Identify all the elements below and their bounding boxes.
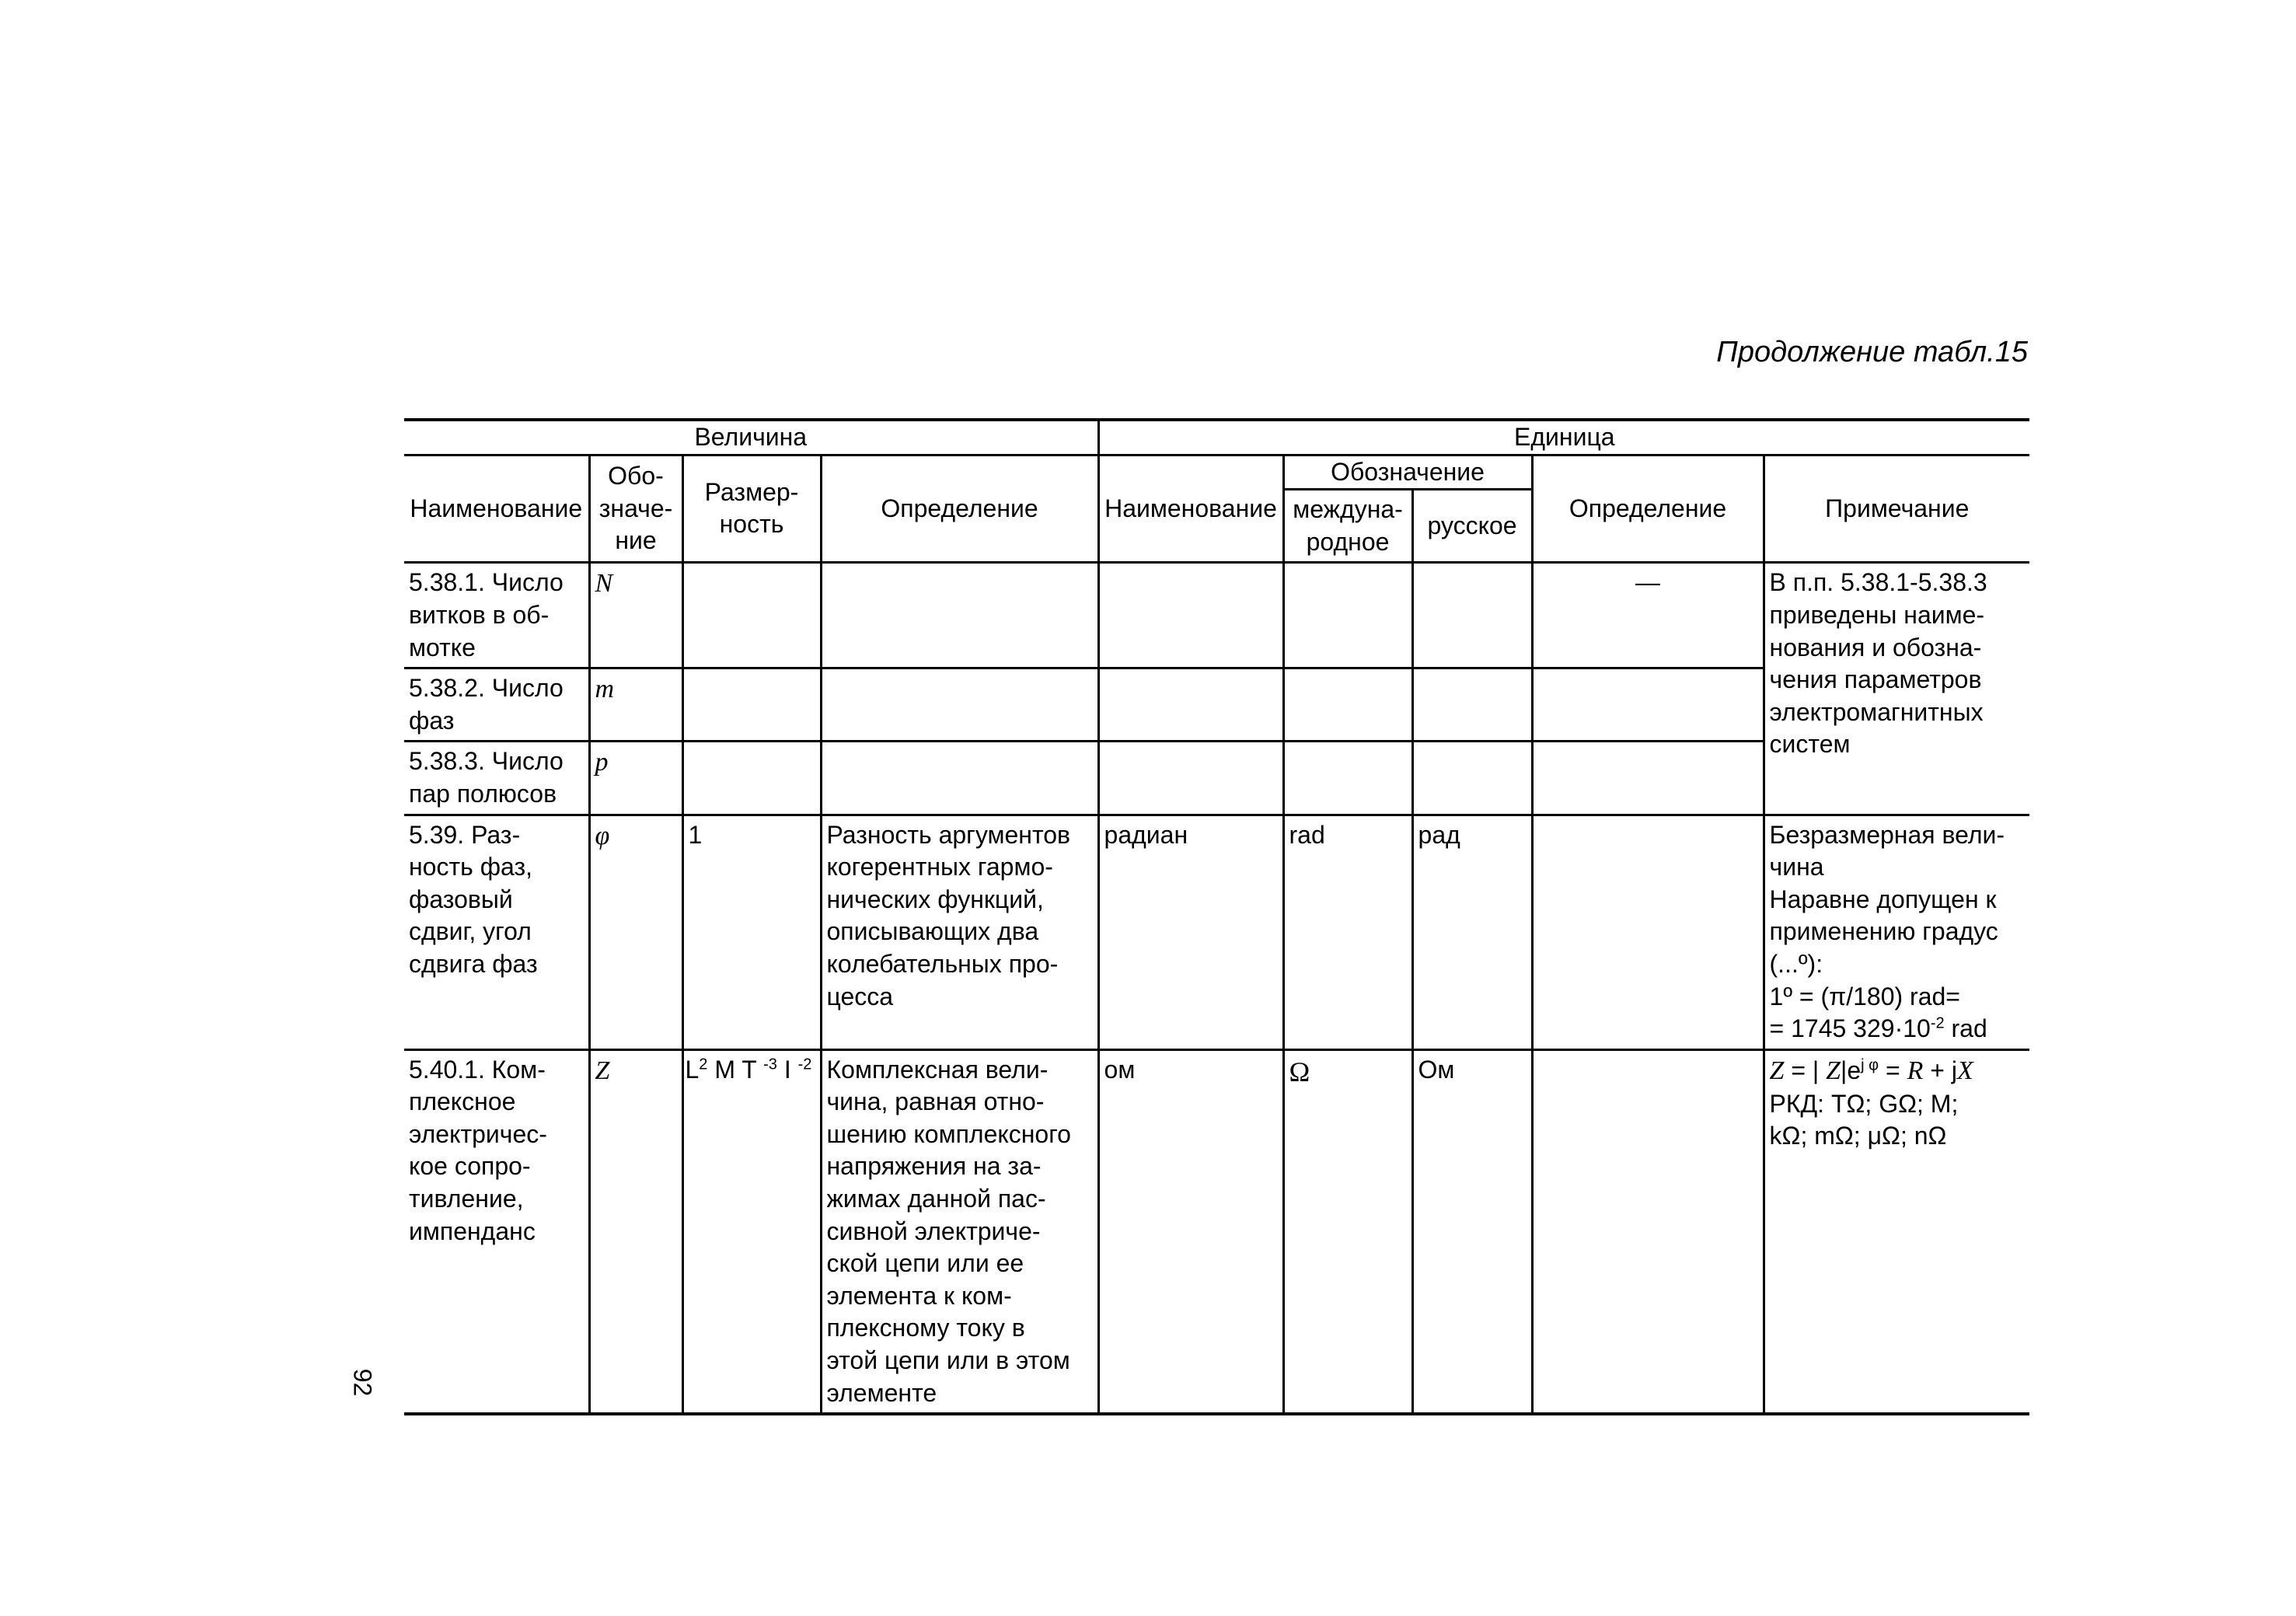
note-cell — [1764, 815, 2029, 1049]
definition-cell — [821, 668, 1098, 742]
unit-ru-cell — [1412, 668, 1532, 742]
note-cell: В п.п. 5.38.1-5.38.3 приведены наиме- нования и обозна- чения параметров электромагнитных систем — [1764, 563, 2029, 815]
quantity-symbol: p — [595, 748, 609, 777]
quantity-name-cell: 5.40.1. Ком- плексное электричес- кое сопро- тивление, импенданс — [404, 1049, 589, 1414]
table-row — [404, 563, 2029, 668]
dimension-cell: 1 — [682, 815, 821, 1049]
quantity-symbol-cell — [589, 1049, 682, 1414]
dimension-part: I — [776, 1055, 798, 1084]
dimension-cell — [682, 668, 821, 742]
unit-intl-cell — [1283, 1049, 1412, 1414]
note-formula-part: Z — [1769, 1056, 1785, 1085]
note-formula-exponent: -2 — [1930, 1014, 1945, 1032]
quantity-symbol-cell — [589, 563, 682, 668]
header-quantity-symbol: Обо- значе- ние — [589, 455, 682, 563]
unit-ru-cell: Ом — [1412, 1049, 1532, 1414]
unit-intl-cell — [1283, 563, 1412, 668]
quantity-symbol: m — [595, 675, 615, 704]
dimension-cell — [682, 563, 821, 668]
note-line: 1º = (π/180) rad= — [1769, 982, 1960, 1010]
note-formula-part: = — [1879, 1056, 1907, 1084]
unit-intl-cell: rad — [1283, 815, 1412, 1049]
unit-definition-cell — [1532, 742, 1764, 815]
unit-definition-cell — [1532, 1049, 1764, 1414]
dimension-cell — [682, 742, 821, 815]
unit-name-cell: радиан — [1098, 815, 1283, 1049]
note-line: применению градус — [1769, 917, 1998, 946]
table-row — [404, 815, 2029, 1049]
unit-ru-cell — [1412, 563, 1532, 668]
note-formula-text: = 1745 329·10 — [1769, 1014, 1931, 1043]
unit-name-cell — [1098, 742, 1283, 815]
definition-cell — [821, 563, 1098, 668]
header-unit-name: Наименование — [1098, 455, 1283, 563]
unit-definition-cell: — — [1532, 563, 1764, 668]
definition-cell: Комплексная вели- чина, равная отно- шению комплексного напряжения на за- жимах данной пас- сивной электриче- ской цепи или ее элемента к ком- плексному току в этой цепи или в этом элементе — [821, 1049, 1098, 1414]
header-unit-definition: Определение — [1532, 455, 1764, 563]
unit-ru-cell: рад — [1412, 815, 1532, 1049]
quantity-name-cell: 5.38.2. Число фаз — [404, 668, 589, 742]
note-line: (...º): — [1769, 949, 1823, 978]
quantity-symbol: Z — [595, 1056, 610, 1085]
note-line — [1770, 1013, 2030, 1045]
header-unit-symbol-intl: междуна- родное — [1283, 490, 1412, 563]
dimension-exponent: -2 — [797, 1056, 812, 1073]
note-formula — [1770, 1054, 2030, 1088]
quantity-name-cell: 5.39. Раз- ность фаз, фазовый сдвиг, угол сдвига фаз — [404, 815, 589, 1049]
header-unit-symbol-ru: русское — [1412, 490, 1532, 563]
note-formula-exponent: j φ — [1861, 1056, 1879, 1074]
header-quantity-dimension: Размер- ность — [682, 455, 821, 563]
note-prefixes: РКД: TΩ; GΩ; M; kΩ; mΩ; μΩ; nΩ — [1769, 1089, 1959, 1150]
note-line: чина — [1769, 853, 1824, 881]
note-formula-part: = | — [1784, 1056, 1827, 1084]
unit-name-cell: ом — [1098, 1049, 1283, 1414]
dimension-part: L — [685, 1055, 700, 1084]
units-table — [404, 418, 2029, 1415]
table-row — [404, 1049, 2029, 1414]
header-unit-symbol-group: Обозначение — [1283, 455, 1532, 490]
dimension-cell — [682, 1049, 821, 1414]
definition-cell: Разность аргументов когерентных гармо- нических функций, описывающих два колебательных про- цесса — [821, 815, 1098, 1049]
note-line: Безразмерная вели- — [1769, 820, 2005, 849]
dimension-part: M T — [707, 1055, 764, 1084]
note-line: Наравне допущен к — [1769, 885, 1997, 913]
quantity-symbol-cell — [589, 668, 682, 742]
group-header-unit: Единица — [1098, 420, 2029, 455]
note-formula-part: |e — [1841, 1056, 1862, 1084]
unit-intl-cell — [1283, 668, 1412, 742]
quantity-symbol: φ — [595, 821, 610, 850]
header-note: Примечание — [1764, 455, 2029, 563]
quantity-symbol-cell — [589, 815, 682, 1049]
table-continuation-caption: Продолжение табл.15 — [1716, 336, 2028, 368]
quantity-symbol: N — [595, 569, 613, 599]
unit-definition-cell — [1532, 815, 1764, 1049]
definition-cell — [821, 742, 1098, 815]
dimension-exponent: 2 — [699, 1056, 708, 1073]
page-number: 92 — [348, 1368, 377, 1397]
unit-ru-cell — [1412, 742, 1532, 815]
unit-intl-cell — [1283, 742, 1412, 815]
note-formula-part: X — [1956, 1056, 1973, 1085]
group-header-quantity: Величина — [404, 420, 1098, 455]
unit-definition-cell — [1532, 668, 1764, 742]
note-formula-part: R — [1907, 1056, 1924, 1085]
dimension-exponent: -3 — [763, 1056, 777, 1073]
header-quantity-name: Наименование — [404, 455, 589, 563]
note-formula-part: + j — [1923, 1056, 1957, 1084]
unit-name-cell — [1098, 668, 1283, 742]
header-quantity-definition: Определение — [821, 455, 1098, 563]
note-cell — [1764, 1049, 2029, 1414]
note-formula-unit: rad — [1944, 1014, 1987, 1043]
unit-intl-symbol: Ω — [1289, 1056, 1310, 1087]
quantity-name-cell: 5.38.3. Число пар полюсов — [404, 742, 589, 815]
quantity-name-cell: 5.38.1. Число витков в об- мотке — [404, 563, 589, 668]
unit-name-cell — [1098, 563, 1283, 668]
note-formula-part: Z — [1826, 1056, 1841, 1085]
quantity-symbol-cell — [589, 742, 682, 815]
